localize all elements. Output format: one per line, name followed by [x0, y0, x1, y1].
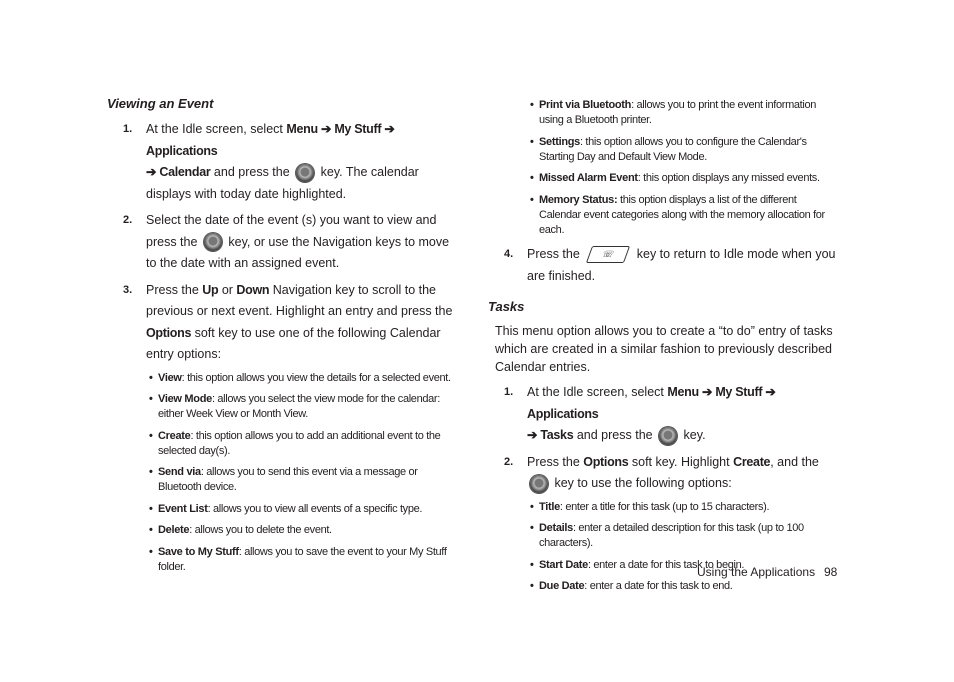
option-desc: : enter a date for this task to end.: [584, 580, 733, 592]
step-3: [107, 280, 457, 366]
step-text: key. The calendar displays with today date highlighted.: [146, 165, 419, 201]
ok-key-icon: [204, 233, 222, 251]
option-term: Title: [539, 500, 560, 513]
option-term: Missed Alarm Event: [539, 172, 638, 184]
option-term: Settings: [539, 135, 580, 148]
section-heading: Tasks: [488, 299, 525, 314]
intro-paragraph: This menu option allows you to create a “to do” entry of tasks which are created in a similar fashion to previously described Calendar entries.: [495, 324, 833, 374]
key-name: Options: [146, 325, 192, 340]
page-number: 98: [824, 565, 838, 579]
list-item: • Missed Alarm Event: this option displays any missed events.: [530, 172, 820, 184]
list-item: • Title: enter a title for this task (up to 15 characters).: [530, 500, 770, 513]
list-item: • Create: this option allows you to add an additional event to the selected day(s).: [149, 429, 441, 457]
option-term: Delete: [158, 524, 190, 536]
step-text: and press the: [210, 165, 294, 179]
step-text: , and the: [770, 454, 819, 469]
step-text: Press the: [527, 247, 584, 261]
step-text: Select the date of the event (s) you want to view and press the: [146, 213, 437, 249]
footer-section-title: Using the Applications: [697, 565, 816, 579]
option-desc: : allows you to save the event to your My Stuff folder.: [158, 545, 447, 573]
option-term: Details: [539, 522, 573, 534]
menu-path-cont: ➔ Calendar: [146, 165, 211, 179]
ok-key-icon: [530, 475, 548, 493]
list-item: • Delete: allows you to delete the event.: [149, 524, 332, 536]
option-desc: : allows you to delete the event.: [189, 524, 332, 536]
step-text: soft key. Highlight: [628, 454, 734, 469]
key-name: Up: [202, 282, 219, 297]
options-list: [107, 371, 457, 575]
step-4: [488, 244, 838, 287]
step-text: Navigation key to scroll to the previous or next event. Highlight an entry and press the: [146, 282, 453, 318]
step-text: At the Idle screen, select: [146, 122, 287, 136]
option-term: Print via Bluetooth: [539, 99, 632, 111]
option-term: View Mode: [158, 393, 212, 405]
option-desc: : allows you to send this event via a message or Bluetooth device.: [158, 466, 418, 493]
key-name: Create: [733, 454, 771, 469]
ok-key-icon: [659, 427, 677, 445]
step-text: key.: [680, 428, 706, 442]
step-number: 1.: [123, 123, 133, 135]
option-desc: : allows you to print the event information using a Bluetooth printer.: [539, 99, 816, 126]
list-item: • Event List: allows you to view all events of a specific type.: [149, 502, 423, 515]
step-2: [488, 452, 838, 495]
step-number: 2.: [123, 214, 133, 226]
step-text: Press the: [527, 454, 584, 469]
menu-path: Menu ➔ My Stuff ➔ Applications: [527, 385, 776, 421]
option-desc: : this option allows you view the details for a selected event.: [181, 371, 451, 384]
option-desc: : allows you select the view mode for the calendar: either Week View or Month View.: [158, 393, 440, 420]
section-heading: Viewing an Event: [107, 96, 214, 111]
key-name: Options: [583, 454, 629, 469]
step-text: soft key to use one of the following Calendar entry options:: [146, 325, 441, 361]
option-desc: : this option allows you to add an additional event to the selected day(s).: [158, 429, 441, 457]
option-term: Memory Status:: [539, 193, 618, 206]
option-term: Create: [158, 429, 191, 442]
ok-key-icon: [296, 164, 314, 182]
step-text: Press the: [146, 282, 203, 297]
left-column: [107, 96, 457, 581]
option-term: Event List: [158, 502, 208, 515]
step-text: At the Idle screen, select: [527, 385, 668, 399]
step-number: 2.: [504, 455, 514, 468]
list-item: • Due Date: enter a date for this task to end.: [530, 580, 733, 592]
list-item: • Print via Bluetooth: allows you to print the event information using a Bluetooth printer.: [530, 99, 816, 126]
list-item: • Details: enter a detailed description for this task (up to 100 characters).: [530, 522, 804, 549]
option-desc: : enter a title for this task (up to 15 characters).: [559, 500, 770, 513]
option-term: Save to My Stuff: [158, 545, 239, 558]
step-number: 4.: [504, 248, 514, 260]
option-term: Due Date: [539, 580, 585, 592]
option-desc: : this option displays any missed events.: [637, 172, 820, 184]
list-item: • View Mode: allows you select the view mode for the calendar: either Week View or Month View.: [149, 393, 440, 420]
list-item: • Save to My Stuff: allows you to save the event to your My Stuff folder.: [149, 545, 447, 573]
list-item: • Memory Status: this option displays a list of the different Calendar event categories along with the memory allocation for each.: [530, 193, 825, 236]
step-1: [488, 382, 838, 447]
list-item: • Settings: this option allows you to configure the Calendar's Starting Day and Default View Mode.: [530, 135, 807, 163]
option-desc: : this option allows you to configure the Calendar's Starting Day and Default View Mode.: [539, 135, 807, 163]
right-column: [488, 96, 838, 601]
step-text: or: [218, 282, 237, 297]
option-desc: : allows you to view all events of a specific type.: [207, 502, 423, 515]
option-desc: : enter a detailed description for this task (up to 100 characters).: [539, 522, 804, 549]
option-term: Send via: [158, 466, 201, 478]
step-number: 3.: [123, 283, 133, 296]
option-desc: : enter a date for this task to begin.: [587, 558, 745, 571]
step-2: [107, 210, 457, 275]
step-text: and press the: [573, 428, 657, 442]
options-list-cont: [488, 98, 838, 238]
menu-path: Menu ➔ My Stuff ➔ Applications: [146, 122, 395, 158]
option-desc: this option displays a list of the different Calendar event categories along with the memory allocation for each.: [539, 193, 825, 236]
menu-path-cont: ➔ Tasks: [527, 428, 574, 442]
option-term: Start Date: [539, 558, 588, 571]
list-item: • Send via: allows you to send this event via a message or Bluetooth device.: [149, 466, 418, 493]
key-name: Down: [236, 282, 270, 297]
list-item: • Start Date: enter a date for this task to begin.: [530, 558, 745, 571]
step-text: key to use the following options:: [551, 476, 732, 490]
list-item: • View: this option allows you view the details for a selected event.: [149, 371, 451, 384]
step-number: 1.: [504, 386, 514, 398]
option-term: View: [158, 371, 182, 384]
end-key-icon: ☏: [586, 246, 630, 263]
step-text: key, or use the Navigation keys to move to the date with an assigned event.: [146, 234, 450, 270]
task-options-list: [488, 500, 838, 595]
step-1: [107, 119, 457, 205]
step-text: key to return to Idle mode when you are finished.: [527, 247, 836, 283]
